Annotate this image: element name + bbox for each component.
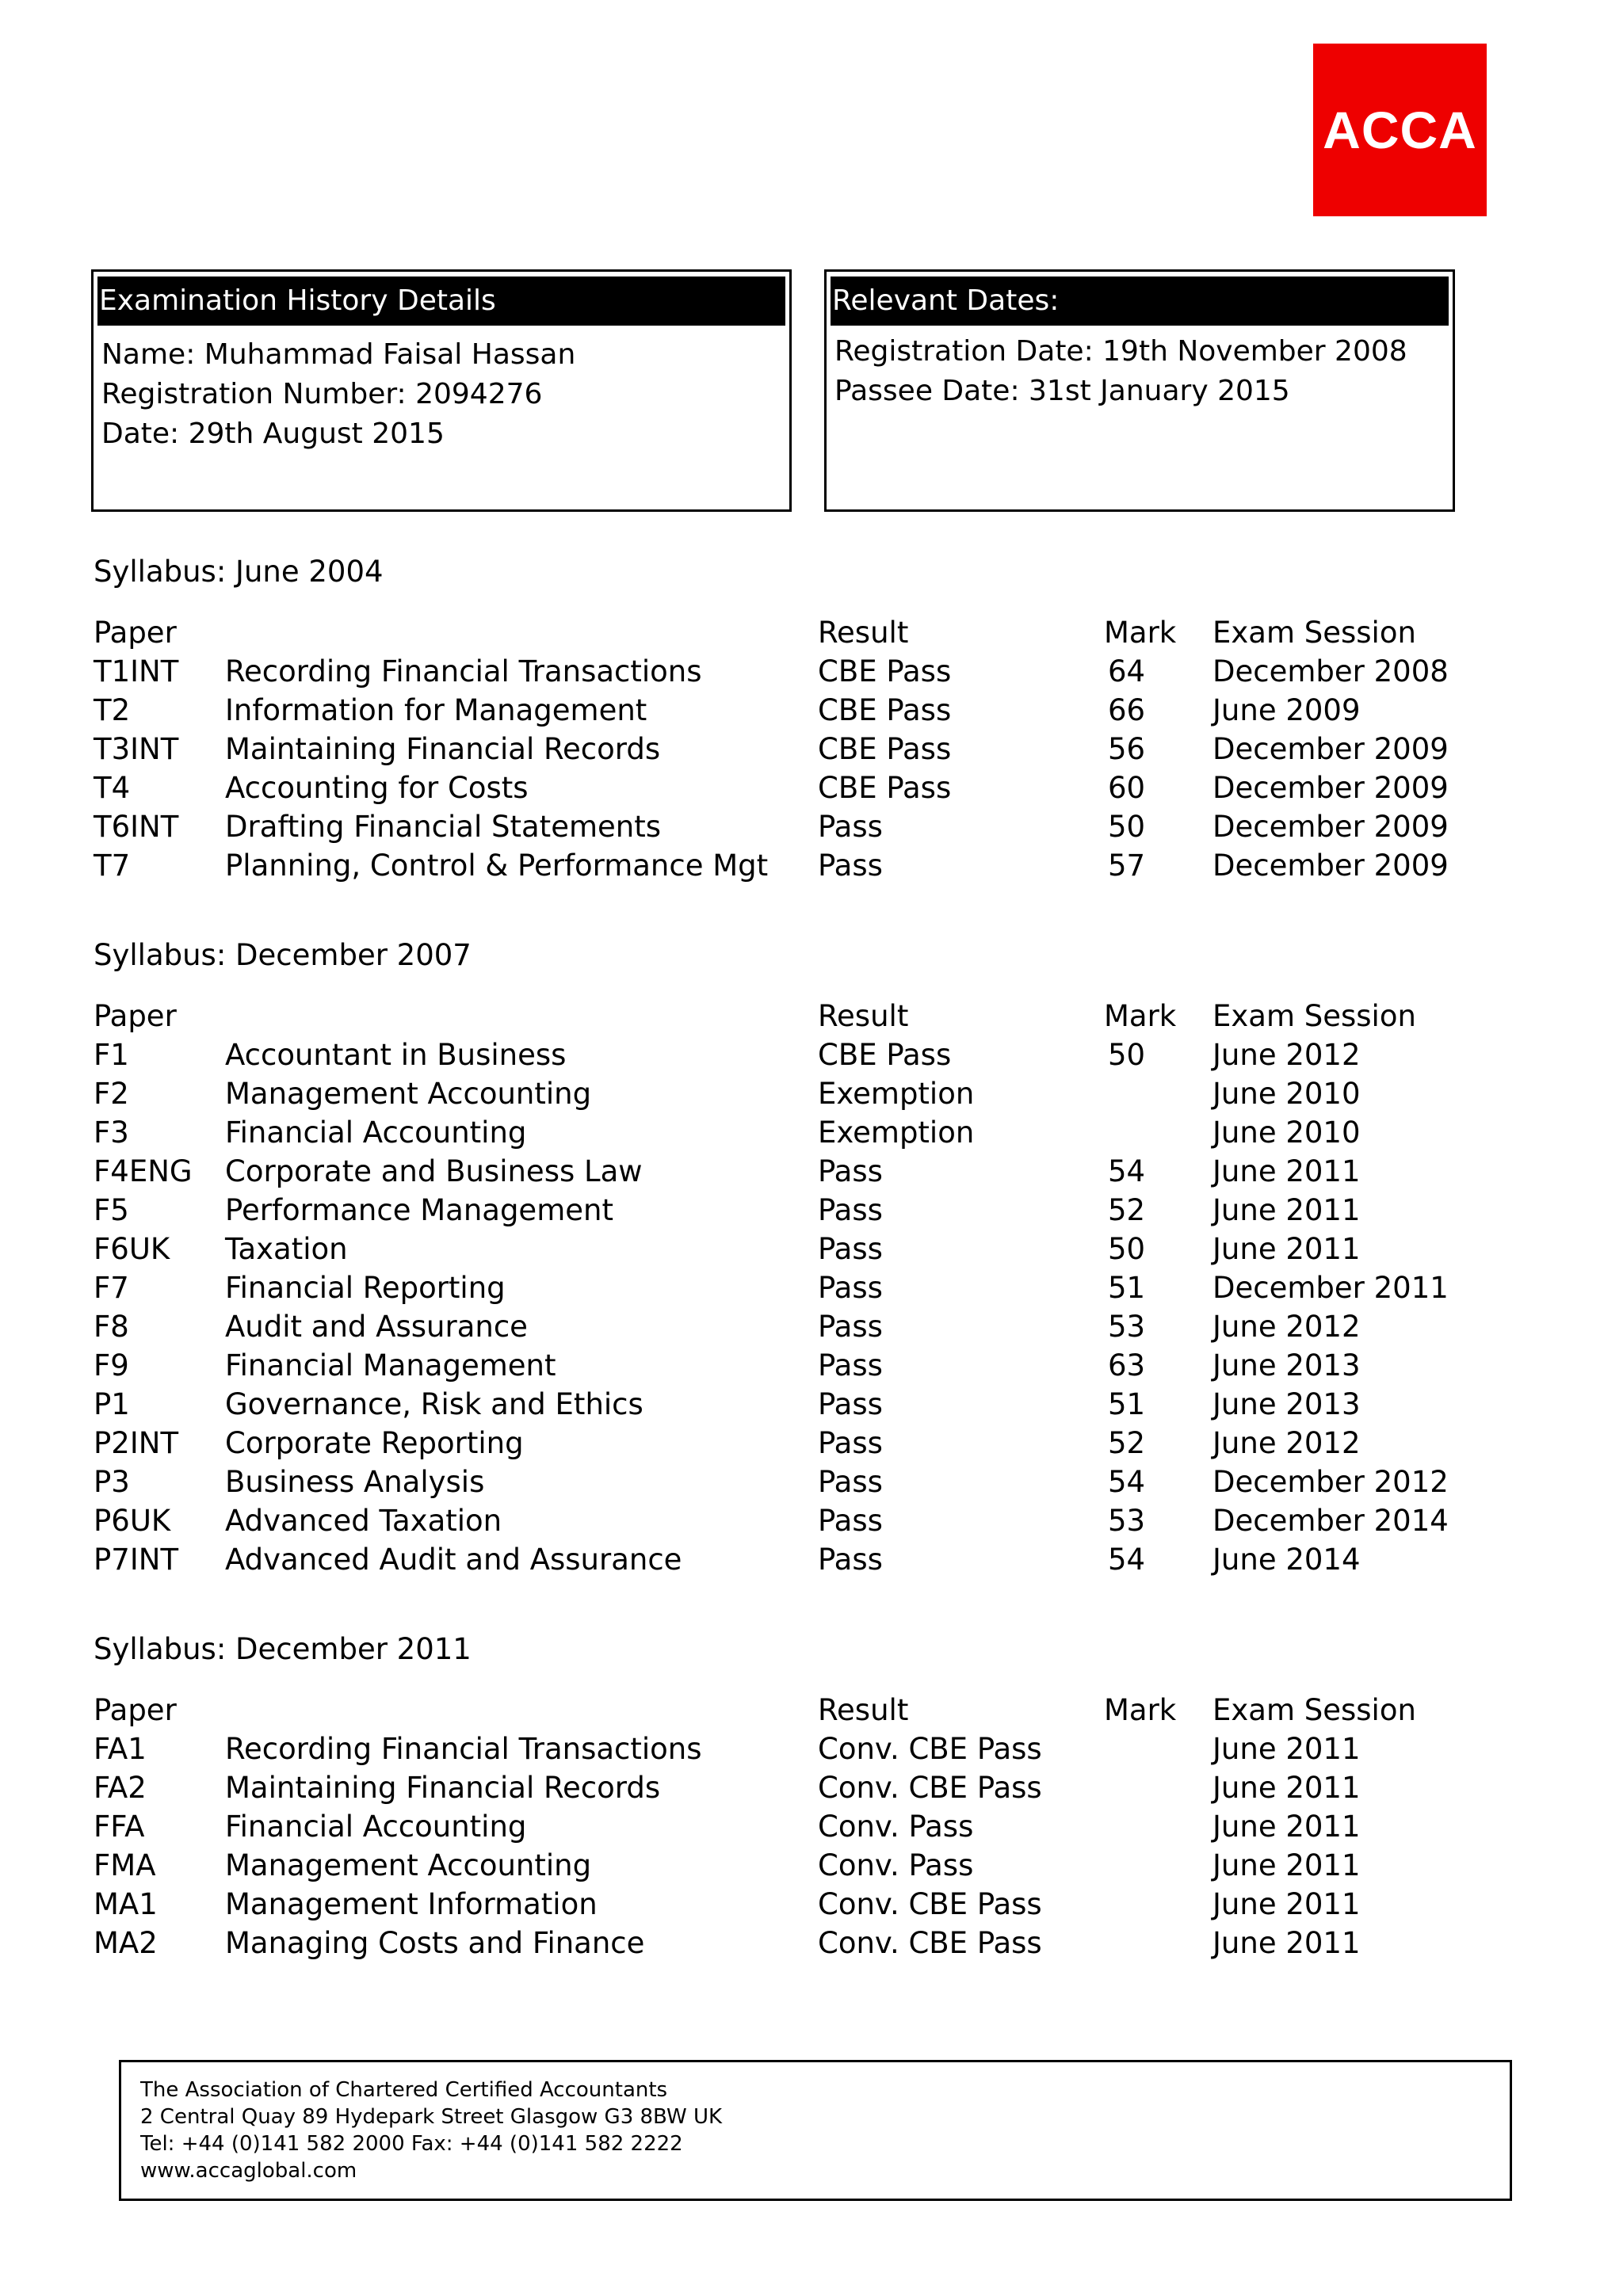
- column-header-result: Result: [818, 999, 909, 1033]
- paper-result: Pass: [818, 1232, 883, 1266]
- paper-result: Pass: [818, 1543, 883, 1577]
- exam-row: [0, 652, 1623, 691]
- paper-session: June 2010: [1212, 1077, 1361, 1111]
- paper-title: Planning, Control & Performance Mgt: [225, 849, 769, 883]
- paper-result: CBE Pass: [818, 693, 952, 727]
- exam-row: [0, 1463, 1623, 1501]
- paper-result: Pass: [818, 1426, 883, 1460]
- paper-mark: 53: [1108, 1504, 1146, 1538]
- paper-session: June 2011: [1212, 1926, 1361, 1960]
- exam-row: [0, 730, 1623, 769]
- exam-row: [0, 1152, 1623, 1191]
- paper-title: Accounting for Costs: [225, 771, 529, 805]
- column-header-mark: Mark: [1104, 999, 1177, 1033]
- paper-title: Corporate Reporting: [225, 1426, 524, 1460]
- paper-code: FFA: [94, 1810, 145, 1844]
- paper-mark: 54: [1108, 1465, 1146, 1499]
- paper-session: June 2012: [1212, 1426, 1361, 1460]
- exam-row: [0, 1501, 1623, 1540]
- paper-result: Conv. CBE Pass: [818, 1887, 1042, 1921]
- paper-title: Management Information: [225, 1887, 598, 1921]
- paper-mark: 52: [1108, 1193, 1146, 1227]
- footer-org: The Association of Chartered Certified Accountants: [140, 2078, 668, 2102]
- paper-code: P2INT: [94, 1426, 179, 1460]
- paper-result: Conv. Pass: [818, 1848, 974, 1882]
- exam-history-heading: Examination History Details: [97, 277, 785, 326]
- paper-result: CBE Pass: [818, 732, 952, 766]
- exam-row: [0, 1885, 1623, 1924]
- candidate-name: Name: Muhammad Faisal Hassan: [101, 338, 576, 371]
- paper-session: June 2011: [1212, 1154, 1361, 1188]
- exam-row: [0, 1846, 1623, 1885]
- column-header-row: [0, 613, 1623, 652]
- paper-result: Exemption: [818, 1116, 975, 1150]
- paper-result: Pass: [818, 1271, 883, 1305]
- paper-session: June 2013: [1212, 1387, 1361, 1421]
- exam-row: [0, 1191, 1623, 1230]
- relevant-dates-heading: Relevant Dates:: [831, 277, 1449, 326]
- paper-session: June 2014: [1212, 1543, 1361, 1577]
- column-header-paper: Paper: [94, 1693, 177, 1727]
- paper-title: Corporate and Business Law: [225, 1154, 643, 1188]
- paper-result: Pass: [818, 810, 883, 844]
- exam-row: [0, 846, 1623, 885]
- paper-result: Pass: [818, 1154, 883, 1188]
- exam-row: [0, 1424, 1623, 1463]
- syllabus-title: Syllabus: June 2004: [94, 555, 384, 589]
- paper-title: Financial Management: [225, 1348, 556, 1383]
- paper-code: MA2: [94, 1926, 158, 1960]
- paper-code: T6INT: [94, 810, 179, 844]
- paper-result: Pass: [818, 1348, 883, 1383]
- paper-code: F3: [94, 1116, 129, 1150]
- paper-session: June 2011: [1212, 1232, 1361, 1266]
- paper-session: June 2011: [1212, 1887, 1361, 1921]
- paper-session: June 2011: [1212, 1848, 1361, 1882]
- paper-session: June 2012: [1212, 1310, 1361, 1344]
- paper-result: Conv. CBE Pass: [818, 1926, 1042, 1960]
- paper-mark: 56: [1108, 732, 1146, 766]
- paper-mark: 50: [1108, 1038, 1146, 1072]
- paper-result: CBE Pass: [818, 1038, 952, 1072]
- paper-code: F4ENG: [94, 1154, 193, 1188]
- paper-session: June 2012: [1212, 1038, 1361, 1072]
- paper-mark: 50: [1108, 1232, 1146, 1266]
- paper-result: CBE Pass: [818, 654, 952, 688]
- paper-session: June 2011: [1212, 1193, 1361, 1227]
- syllabus-title: Syllabus: December 2007: [94, 938, 472, 972]
- column-header-row: [0, 1691, 1623, 1730]
- paper-mark: 63: [1108, 1348, 1146, 1383]
- paper-title: Management Accounting: [225, 1848, 592, 1882]
- paper-code: F2: [94, 1077, 129, 1111]
- paper-title: Recording Financial Transactions: [225, 1732, 702, 1766]
- paper-title: Performance Management: [225, 1193, 613, 1227]
- exam-row: [0, 1230, 1623, 1268]
- paper-code: FMA: [94, 1848, 156, 1882]
- paper-mark: 66: [1108, 693, 1146, 727]
- paper-code: P6UK: [94, 1504, 171, 1538]
- paper-result: Pass: [818, 1387, 883, 1421]
- paper-title: Maintaining Financial Records: [225, 1771, 661, 1805]
- paper-result: Conv. CBE Pass: [818, 1732, 1042, 1766]
- paper-result: Conv. CBE Pass: [818, 1771, 1042, 1805]
- paper-title: Recording Financial Transactions: [225, 654, 702, 688]
- exam-row: [0, 1074, 1623, 1113]
- paper-session: December 2009: [1212, 810, 1449, 844]
- column-header-result: Result: [818, 616, 909, 650]
- exam-row: [0, 1807, 1623, 1846]
- paper-mark: 52: [1108, 1426, 1146, 1460]
- paper-session: December 2009: [1212, 849, 1449, 883]
- paper-session: June 2011: [1212, 1771, 1361, 1805]
- paper-title: Financial Accounting: [225, 1810, 527, 1844]
- paper-title: Managing Costs and Finance: [225, 1926, 645, 1960]
- column-header-paper: Paper: [94, 616, 177, 650]
- exam-row: [0, 691, 1623, 730]
- paper-result: CBE Pass: [818, 771, 952, 805]
- exam-row: [0, 1035, 1623, 1074]
- footer-web: www.accaglobal.com: [140, 2159, 357, 2183]
- column-header-session: Exam Session: [1212, 1693, 1416, 1727]
- paper-result: Pass: [818, 849, 883, 883]
- paper-code: F8: [94, 1310, 129, 1344]
- column-header-mark: Mark: [1104, 1693, 1177, 1727]
- paper-code: P7INT: [94, 1543, 179, 1577]
- exam-row: [0, 1540, 1623, 1579]
- paper-title: Information for Management: [225, 693, 647, 727]
- column-header-session: Exam Session: [1212, 616, 1416, 650]
- paper-title: Advanced Taxation: [225, 1504, 502, 1538]
- paper-code: T2: [94, 693, 131, 727]
- paper-title: Governance, Risk and Ethics: [225, 1387, 643, 1421]
- paper-mark: 51: [1108, 1271, 1146, 1305]
- paper-mark: 54: [1108, 1543, 1146, 1577]
- paper-result: Pass: [818, 1465, 883, 1499]
- paper-title: Business Analysis: [225, 1465, 485, 1499]
- footer-box: [119, 2060, 1512, 2201]
- paper-title: Drafting Financial Statements: [225, 810, 661, 844]
- paper-code: FA1: [94, 1732, 147, 1766]
- exam-row: [0, 1346, 1623, 1385]
- column-header-row: [0, 997, 1623, 1035]
- exam-row: [0, 1307, 1623, 1346]
- exam-row: [0, 1113, 1623, 1152]
- footer-address: 2 Central Quay 89 Hydepark Street Glasgow G3 8BW UK: [140, 2105, 723, 2129]
- paper-code: T1INT: [94, 654, 179, 688]
- paper-session: December 2012: [1212, 1465, 1449, 1499]
- paper-title: Taxation: [225, 1232, 348, 1266]
- paper-code: T4: [94, 771, 131, 805]
- exam-history-box: [91, 269, 792, 512]
- paper-mark: 60: [1108, 771, 1146, 805]
- paper-session: June 2011: [1212, 1810, 1361, 1844]
- paper-code: P1: [94, 1387, 130, 1421]
- paper-title: Audit and Assurance: [225, 1310, 528, 1344]
- paper-code: T3INT: [94, 732, 179, 766]
- paper-session: June 2010: [1212, 1116, 1361, 1150]
- paper-mark: 64: [1108, 654, 1146, 688]
- paper-session: December 2009: [1212, 732, 1449, 766]
- exam-row: [0, 1768, 1623, 1807]
- syllabus-title: Syllabus: December 2011: [94, 1632, 472, 1666]
- acca-logo: ACCA: [1313, 44, 1487, 216]
- paper-session: December 2014: [1212, 1504, 1449, 1538]
- paper-title: Advanced Audit and Assurance: [225, 1543, 682, 1577]
- paper-session: June 2013: [1212, 1348, 1361, 1383]
- paper-mark: 53: [1108, 1310, 1146, 1344]
- exam-row: [0, 769, 1623, 807]
- paper-session: December 2009: [1212, 771, 1449, 805]
- paper-title: Maintaining Financial Records: [225, 732, 661, 766]
- column-header-mark: Mark: [1104, 616, 1177, 650]
- paper-session: December 2011: [1212, 1271, 1449, 1305]
- paper-code: F5: [94, 1193, 129, 1227]
- column-header-result: Result: [818, 1693, 909, 1727]
- registration-number: Registration Number: 2094276: [101, 378, 543, 410]
- paper-session: June 2009: [1212, 693, 1361, 727]
- paper-code: F7: [94, 1271, 129, 1305]
- paper-code: F9: [94, 1348, 129, 1383]
- paper-mark: 51: [1108, 1387, 1146, 1421]
- relevant-dates-box: [824, 269, 1455, 512]
- paper-code: F6UK: [94, 1232, 170, 1266]
- exam-row: [0, 1730, 1623, 1768]
- paper-title: Financial Accounting: [225, 1116, 527, 1150]
- exam-row: [0, 1268, 1623, 1307]
- paper-title: Management Accounting: [225, 1077, 592, 1111]
- paper-mark: 54: [1108, 1154, 1146, 1188]
- document-date: Date: 29th August 2015: [101, 418, 445, 450]
- passee-date: Passee Date: 31st January 2015: [834, 375, 1290, 407]
- exam-row: [0, 807, 1623, 846]
- exam-row: [0, 1924, 1623, 1962]
- paper-result: Pass: [818, 1193, 883, 1227]
- paper-title: Accountant in Business: [225, 1038, 567, 1072]
- paper-session: December 2008: [1212, 654, 1449, 688]
- footer-contact: Tel: +44 (0)141 582 2000 Fax: +44 (0)141 582 2222: [140, 2132, 683, 2156]
- paper-mark: 57: [1108, 849, 1146, 883]
- paper-session: June 2011: [1212, 1732, 1361, 1766]
- paper-code: FA2: [94, 1771, 147, 1805]
- paper-result: Conv. Pass: [818, 1810, 974, 1844]
- column-header-session: Exam Session: [1212, 999, 1416, 1033]
- paper-result: Exemption: [818, 1077, 975, 1111]
- paper-result: Pass: [818, 1310, 883, 1344]
- exam-row: [0, 1385, 1623, 1424]
- paper-code: MA1: [94, 1887, 158, 1921]
- registration-date: Registration Date: 19th November 2008: [834, 335, 1407, 368]
- paper-code: P3: [94, 1465, 130, 1499]
- paper-code: T7: [94, 849, 131, 883]
- column-header-paper: Paper: [94, 999, 177, 1033]
- paper-code: F1: [94, 1038, 129, 1072]
- paper-mark: 50: [1108, 810, 1146, 844]
- paper-title: Financial Reporting: [225, 1271, 506, 1305]
- paper-result: Pass: [818, 1504, 883, 1538]
